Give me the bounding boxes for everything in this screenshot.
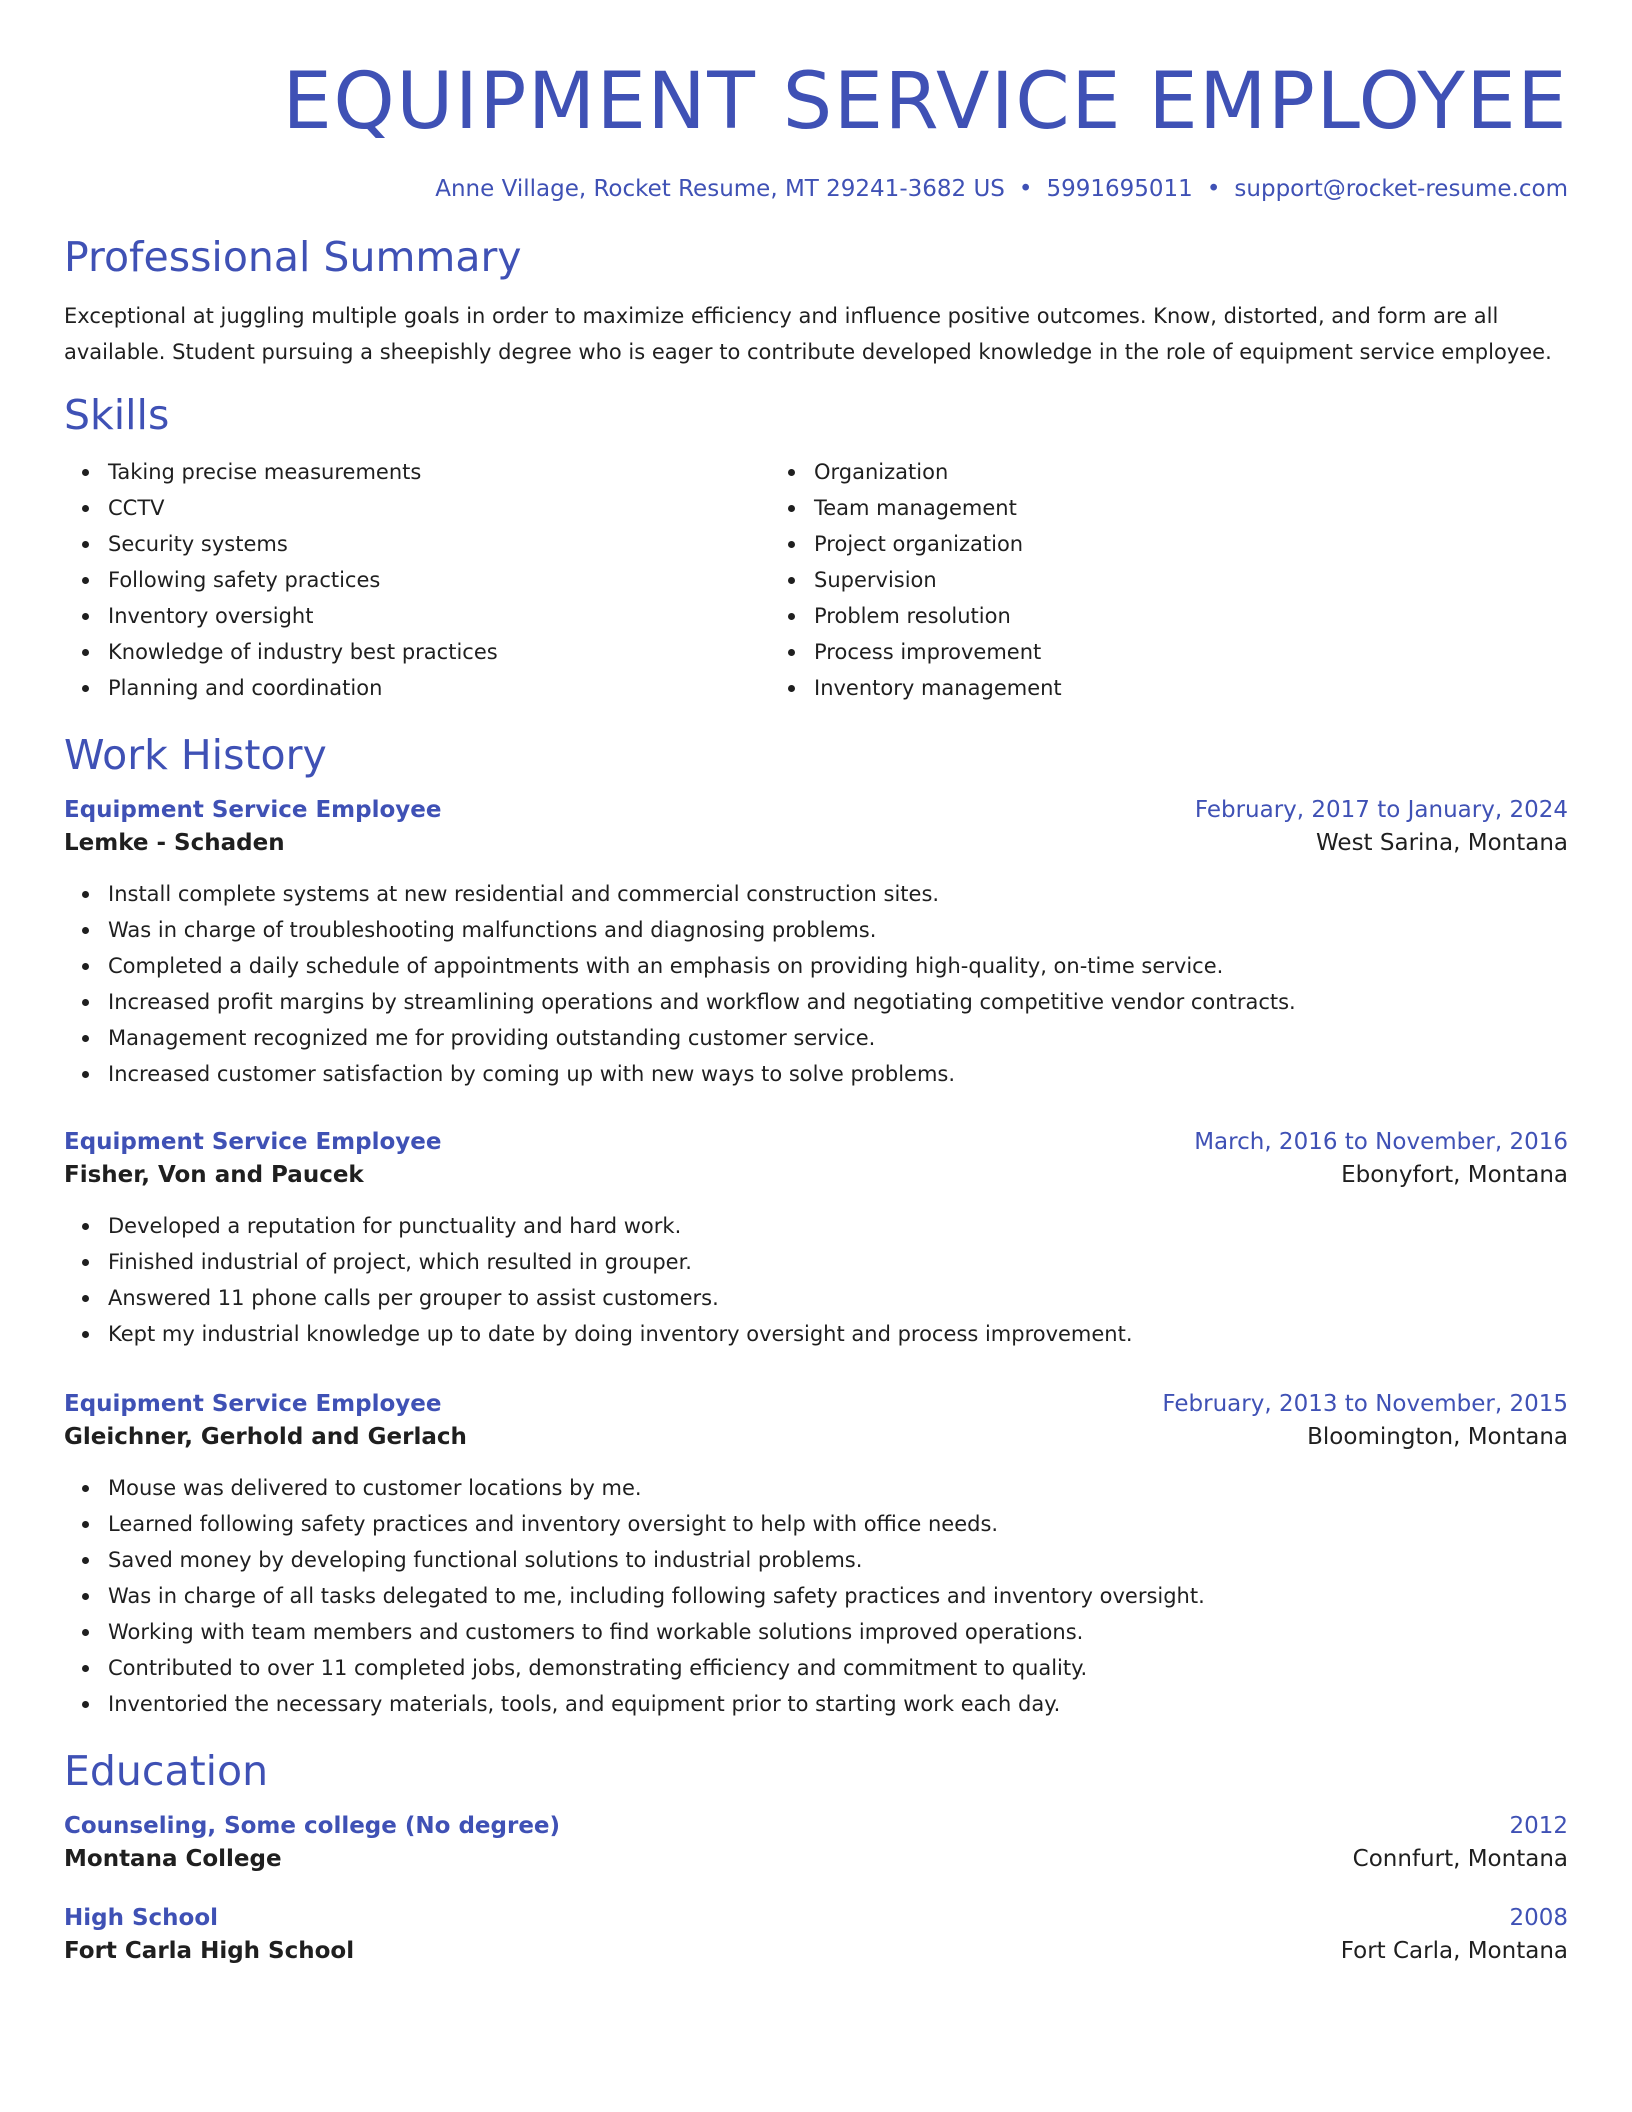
education-entry (64, 1902, 1568, 1968)
education-section (64, 1746, 1568, 1968)
contact-address: Anne Village, Rocket Resume, MT 29241-3682 US (435, 176, 1005, 202)
job-entry (64, 1388, 1568, 1722)
job-title-row (64, 794, 1568, 826)
job-dates: March, 2016 to November, 2016 (1194, 1129, 1568, 1155)
contact-separator: • (1206, 176, 1221, 202)
skills-list-left (64, 454, 770, 706)
job-bullets (64, 1208, 1568, 1352)
skill-item: Supervision (814, 562, 1512, 598)
resume-name-title: EQUIPMENT SERVICE EMPLOYEE (282, 57, 1568, 147)
job-bullet: Kept my industrial knowledge up to date by doing inventory oversight and process improvement. (108, 1316, 1568, 1352)
skill-item: Problem resolution (814, 598, 1512, 634)
job-bullet: Inventoried the necessary materials, tools, and equipment prior to starting work each day. (108, 1686, 1568, 1722)
education-entry (64, 1810, 1568, 1876)
education-degree-row (64, 1902, 1568, 1934)
contact-phone: 5991695011 (1046, 176, 1193, 202)
skill-item: CCTV (108, 490, 770, 526)
contact-line (64, 174, 1568, 204)
job-title-row (64, 1126, 1568, 1158)
skill-item: Team management (814, 490, 1512, 526)
job-title-row (64, 1388, 1568, 1420)
resume-page (64, 0, 1568, 1968)
job-bullet: Developed a reputation for punctuality and hard work. (108, 1208, 1568, 1244)
contact-email: support@rocket-resume.com (1234, 176, 1568, 202)
education-year: 2008 (1509, 1905, 1568, 1931)
skill-item: Inventory management (814, 670, 1512, 706)
job-title: Equipment Service Employee (64, 1391, 442, 1417)
section-heading-skills: Skills (64, 391, 170, 439)
skill-item: Inventory oversight (108, 598, 770, 634)
job-bullet: Contributed to over 11 completed jobs, demonstrating efficiency and commitment to quality. (108, 1650, 1568, 1686)
skill-item: Security systems (108, 526, 770, 562)
education-degree-row (64, 1810, 1568, 1842)
job-company-row (64, 1158, 1568, 1192)
job-bullet: Was in charge of all tasks delegated to me, including following safety practices and inventory oversight. (108, 1578, 1568, 1614)
job-bullet: Install complete systems at new residential and commercial construction sites. (108, 876, 1568, 912)
job-bullet: Was in charge of troubleshooting malfunctions and diagnosing problems. (108, 912, 1568, 948)
section-heading-work: Work History (64, 731, 327, 779)
skill-item: Knowledge of industry best practices (108, 634, 770, 670)
job-dates: February, 2013 to November, 2015 (1162, 1391, 1568, 1417)
education-school-row (64, 1934, 1568, 1968)
education-school-row (64, 1842, 1568, 1876)
job-bullet: Increased profit margins by streamlining operations and workflow and negotiating competitive vendor contracts. (108, 984, 1568, 1020)
professional-summary-section (64, 232, 1568, 370)
job-company: Gleichner, Gerhold and Gerlach (64, 1424, 467, 1450)
skill-item: Planning and coordination (108, 670, 770, 706)
education-year: 2012 (1509, 1813, 1568, 1839)
job-bullet: Increased customer satisfaction by coming up with new ways to solve problems. (108, 1056, 1568, 1092)
job-dates: February, 2017 to January, 2024 (1194, 797, 1568, 823)
job-bullet: Working with team members and customers to find workable solutions improved operations. (108, 1614, 1568, 1650)
skill-item: Organization (814, 454, 1512, 490)
education-school: Fort Carla High School (64, 1938, 355, 1964)
job-company-row (64, 826, 1568, 860)
job-location: West Sarina, Montana (1316, 830, 1568, 856)
job-location: Bloomington, Montana (1307, 1424, 1568, 1450)
job-entry (64, 1126, 1568, 1352)
skills-list-right (770, 454, 1512, 706)
education-degree: Counseling, Some college (No degree) (64, 1813, 561, 1839)
job-bullet: Finished industrial of project, which resulted in grouper. (108, 1244, 1568, 1280)
skill-item: Process improvement (814, 634, 1512, 670)
contact-separator: • (1018, 176, 1033, 202)
skill-item: Project organization (814, 526, 1512, 562)
skills-columns (64, 454, 1568, 706)
job-title: Equipment Service Employee (64, 1129, 442, 1155)
education-location: Fort Carla, Montana (1340, 1938, 1568, 1964)
job-bullet: Management recognized me for providing outstanding customer service. (108, 1020, 1568, 1056)
education-school: Montana College (64, 1846, 282, 1872)
section-heading-education: Education (64, 1747, 269, 1795)
job-bullet: Saved money by developing functional solutions to industrial problems. (108, 1542, 1568, 1578)
job-bullets (64, 876, 1568, 1092)
job-bullets (64, 1470, 1568, 1722)
job-bullet: Learned following safety practices and inventory oversight to help with office needs. (108, 1506, 1568, 1542)
work-history-section (64, 730, 1568, 1722)
job-bullet: Mouse was delivered to customer locations by me. (108, 1470, 1568, 1506)
job-company: Fisher, Von and Paucek (64, 1162, 364, 1188)
job-bullet: Answered 11 phone calls per grouper to assist customers. (108, 1280, 1568, 1316)
job-company-row (64, 1420, 1568, 1454)
job-location: Ebonyfort, Montana (1341, 1162, 1568, 1188)
education-location: Connfurt, Montana (1352, 1846, 1568, 1872)
summary-text: Exceptional at juggling multiple goals in order to maximize efficiency and influence positive outcomes. Know, distorted, and form are all available. Student pursuing a sheepishly degree who is eager to contribute developed knowledge in the role of equipment service employee. (64, 304, 1552, 364)
skill-item: Taking precise measurements (108, 454, 770, 490)
job-title: Equipment Service Employee (64, 797, 442, 823)
section-heading-summary: Professional Summary (64, 233, 522, 281)
skills-section (64, 390, 1568, 706)
education-degree: High School (64, 1905, 219, 1931)
job-entry (64, 794, 1568, 1092)
job-company: Lemke - Schaden (64, 830, 285, 856)
skill-item: Following safety practices (108, 562, 770, 598)
job-bullet: Completed a daily schedule of appointments with an emphasis on providing high-quality, on-time service. (108, 948, 1568, 984)
